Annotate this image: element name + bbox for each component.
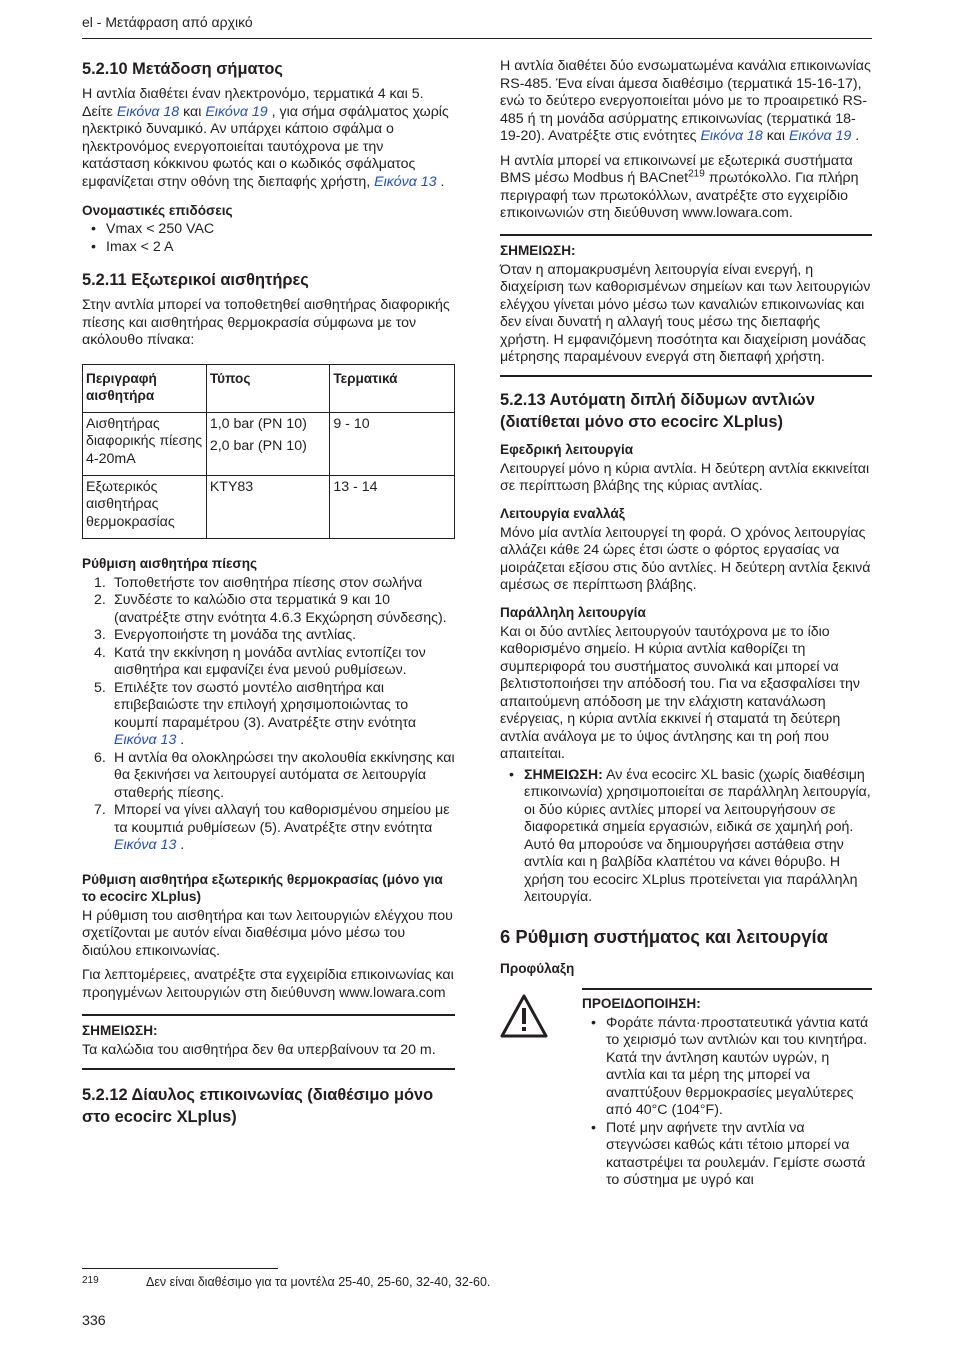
ratings-list — [82, 221, 455, 256]
cable-length-note — [82, 1014, 455, 1070]
table-cell-terminals: 9 - 10 — [330, 412, 455, 475]
figure-18-link[interactable]: Εικόνα 18 — [116, 103, 180, 120]
rating-imax: • Imax < 2 A — [82, 239, 455, 257]
figure-19-link[interactable]: Εικόνα 19 — [788, 128, 852, 144]
column-header-terminals: Τερματικά — [330, 364, 455, 412]
remote-operation-note — [500, 234, 872, 377]
temperature-sensor-setup-heading: Ρύθμιση αισθητήρα εξωτερικής θερμοκρασίας (μόνο για το ecocirc XLplus) — [82, 871, 443, 904]
table-cell-type: KTY83 — [206, 475, 330, 538]
note-title: ΣΗΜΕΙΩΣΗ: — [500, 242, 576, 258]
figure-13-link[interactable]: Εικόνα 13 — [114, 837, 177, 853]
table-cell-terminals: 13 - 14 — [330, 475, 455, 538]
header-divider — [82, 38, 872, 39]
note-title: ΣΗΜΕΙΩΣΗ: — [82, 1023, 158, 1038]
list-item: 5. Επιλέξτε τον σωστό μοντέλο αισθητήρα και επιβεβαιώστε την επιλογή χρησιμοποιώντας το κουμπί παραμέτρου (3). Ανατρέξτε στην ενότητα Εικόνα 13 . — [94, 679, 417, 748]
comm-channels-paragraph: Η αντλία διαθέτει δύο ενσωματωμένα κανάλια επικοινωνίας RS-485. Ένα είναι άμεσα διαθέσιμο (τερματικά 15-16-17), ενώ το δεύτερο ενεργοποιείται μόνο με το προαιρετικό RS-485 ή τη μονάδα ασύρματης επικοινωνίας (τερματικά 18-19-20). Ανατρέξτε στις ενότητες Εικόνα 18 και Εικόνα 19 . — [500, 58, 871, 144]
alternating-operation-heading: Λειτουργία εναλλάξ — [500, 505, 625, 521]
table-row — [83, 412, 455, 475]
footnote-divider — [82, 1268, 278, 1269]
pressure-sensor-steps — [82, 575, 455, 855]
section-5-2-12-title: 5.2.12 Δίαυλος επικοινωνίας (διαθέσιμο μόνο στο ecocirc XLplus) — [82, 1085, 434, 1126]
sensors-table — [82, 364, 455, 539]
backup-operation-text: Λειτουργεί μόνο η κύρια αντλία. Η δεύτερη αντλία εκκινείται σε περίπτωση βλάβης της κύριας αντλίας. — [500, 460, 870, 494]
list-item: 7. Μπορεί να γίνει αλλαγή του καθορισμένου σημείου με τα κουμπιά ρυθμίσεων (5). Ανατρέξτε στην ενότητα Εικόνα 13 . — [94, 802, 450, 853]
table-cell-description: Αισθητήρας διαφορικής πίεσης 4-20mA — [83, 412, 207, 475]
temperature-sensor-paragraph: Η ρύθμιση του αισθητήρα και των λειτουργιών ελέγχου που σχετίζονται με αυτόν είναι διαθέσιμα μόνο μέσω του διαύλου επικοινωνίας. — [82, 907, 453, 959]
backup-operation-heading: Εφεδρική λειτουργία — [500, 441, 634, 457]
list-item: 2. Συνδέστε το καλώδιο στα τερματικά 9 και 10 (ανατρέξτε στην ενότητα 4.6.3 Εκχώρηση σύνδεσης). — [94, 592, 447, 626]
list-item: 4. Κατά την εκκίνηση η μονάδα αντλίας εντοπίζει τον αισθητήρα και εμφανίζει ένα μενού ρυθμίσεων. — [94, 644, 426, 678]
pressure-sensor-setup-heading: Ρύθμιση αισθητήρα πίεσης — [82, 555, 258, 571]
table-row — [83, 475, 455, 538]
bms-protocols-paragraph: Η αντλία μπορεί να επικοινωνεί με εξωτερικά συστήματα BMS μέσω Modbus ή BACnet$^{219}$ πρωτόκολλο. Για πλήρη περιγραφή των πρωτοκόλλων, ανατρέξτε στο εγχειρίδιο επικοινωνιών στη διεύθυνση www.lowara.com. — [500, 152, 859, 221]
page-number: 336 — [82, 1313, 106, 1329]
warning-block — [500, 988, 872, 1190]
footnote-reference[interactable]: 219 — [688, 168, 705, 180]
manuals-reference-paragraph: Για λεπτομέρειες, ανατρέξτε στα εγχειρίδια επικοινωνίας και προηγμένων λειτουργιών στη διεύθυνση www.lowara.com — [82, 967, 454, 1001]
parallel-operation-text: Και οι δύο αντλίες λειτουργούν ταυτόχρονα με το ίδιο καθορισμένο σημείο. Η κύρια αντλία καθορίζει τη συμπεριφορά του συστήματος συνολικά και μπορεί να βελτιστοποιήσει την απόδοσή του. Για να εξασφαλίσει την απαιτούμενη απόδοση με την ελάχιστη κατανάλωση ενέργειας, η κύρια αντλία εκκινεί ή σταματά τη δεύτερη αντλία ανάλογα με το ύψος άντλησης και τη ροή που απαιτείται. — [500, 623, 861, 762]
running-header: el - Μετάφραση από αρχικό — [82, 14, 253, 30]
warning-content — [582, 988, 872, 1190]
figure-13-link[interactable]: Εικόνα 13 — [374, 173, 437, 190]
list-item: • ΣΗΜΕΙΩΣΗ: Αν ένα ecocirc XL basic (χωρίς διαθέσιμη επικοινωνία) χρησιμοποιείται σε παράλληλη λειτουργία, οι δύο κύριες αντλίες μπορεί να λειτουργήσουν σε διαφορετικά σημεία εργασιών, ειδικά σε χαμηλή ροή. Αυτό θα μπορούσε να δημιουργήσει αστάθεια στην αντλία και η βαλβίδα κλαπέτου να κάνει θόρυβο. Η χρήση του ecocirc XLplus προτείνεται για παράλληλη λειτουργία. — [500, 767, 872, 907]
list-item: 6. Η αντλία θα ολοκληρώσει την ακολουθία εκκίνησης και θα ξεκινήσει να λειτουργεί αυτόματα σε λειτουργία σταθερής πίεσης. — [94, 749, 455, 801]
rating-vmax: • Vmax < 250 VAC — [82, 221, 455, 239]
figure-19-link[interactable]: Εικόνα 19 — [205, 103, 268, 120]
note-text: Τα καλώδια του αισθητήρα δεν θα υπερβαίνουν τα 20 m. — [82, 1042, 436, 1058]
column-header-description: Περιγραφή αισθητήρα — [83, 364, 207, 412]
right-column — [500, 58, 872, 1190]
warning-triangle-icon — [500, 994, 548, 1038]
left-column — [82, 58, 455, 1128]
parallel-operation-heading: Παράλληλη λειτουργία — [500, 604, 646, 620]
note-text: Όταν η απομακρυσμένη λειτουργία είναι ενεργή, η διαχείριση των καθορισμένων σημείων και των λειτουργιών ελέγχου γίνεται μόνο μέσω των καναλιών επικοινωνίας και δεν είναι δυνατή η αλλαγή τους μέσω της διεπαφής χρήστη. Η εμφανιζόμενη ποσότητα και διαχείριση μονάδας μέτρησης παραμένουν ενεργά στη διεπαφή χρήστη. — [500, 261, 871, 365]
column-header-type: Τύπος — [206, 364, 330, 412]
list-item: 3. Ενεργοποιήστε τη μονάδα της αντλίας. — [94, 627, 357, 643]
table-header-row — [83, 364, 455, 412]
footnote-number: 219 — [82, 1275, 99, 1286]
warning-list — [582, 1015, 872, 1190]
parallel-operation-note-list — [500, 767, 872, 907]
ratings-heading: Ονομαστικές επιδόσεις — [82, 203, 233, 218]
section-5-2-11-title: 5.2.11 Εξωτερικοί αισθητήρες — [82, 271, 309, 289]
list-item: 1. Τοποθετήστε τον αισθητήρα πίεσης στον σωλήνα — [94, 574, 423, 591]
footnote-text: Δεν είναι διαθέσιμο για τα μοντέλα 25-40, 25-60, 32-40, 32-60. — [146, 1275, 491, 1289]
figure-13-link[interactable]: Εικόνα 13 — [114, 732, 177, 748]
chapter-6-title: 6 Ρύθμιση συστήματος και λειτουργία — [500, 925, 828, 947]
section-5-2-10-title: 5.2.10 Μετάδοση σήματος — [82, 60, 283, 78]
list-item: • Ποτέ μην αφήνετε την αντλία να στεγνώσει καθώς κάτι τέτοιο μπορεί να καταστρέψει τα ρουλεμάν. Γεμίστε σωστά το σύστημα με υγρό και — [582, 1120, 872, 1190]
list-item: • Φοράτε πάντα·προστατευτικά γάντια κατά το χειρισμό των αντλιών και του κινητήρα. Κατά την άντληση καυτών υγρών, η αντλία και τα μέρη της μπορεί να αναπτύξουν θερμοκρασίες μεγαλύτερες από 40°C (104°F). — [582, 1015, 872, 1120]
signal-transmission-paragraph: Η αντλία διαθέτει έναν ηλεκτρονόμο, τερματικά 4 και 5. Δείτε Εικόνα 18 και Εικόνα 19 , για σήμα σφάλματος χωρίς ηλεκτρικό δυναμικό. Αν υπάρχει κάποιο σφάλμα ο ηλεκτρονόμος ενεργοποιείται ταυτόχρονα με την κατάσταση κόκκινου φωτός και ο κωδικός σφάλματος εμφανίζεται στην οθόνη της διεπαφής χρήστη, Εικόνα 13 . — [82, 86, 449, 190]
warning-title: ΠΡΟΕΙΔΟΠΟΙΗΣΗ: — [582, 995, 701, 1011]
table-cell-type: 1,0 bar (PN 10) 2,0 bar (PN 10) — [206, 412, 330, 475]
precaution-heading: Προφύλαξη — [500, 960, 575, 976]
section-5-2-13-title: 5.2.13 Αυτόματη διπλή δίδυμων αντλιών (διατίθεται μόνο στο ecocirc XLplus) — [500, 390, 815, 431]
figure-18-link[interactable]: Εικόνα 18 — [700, 128, 763, 144]
alternating-operation-text: Μόνο μία αντλία λειτουργεί τη φορά. Ο χρόνος λειτουργίας αλλάζει κάθε 24 ώρες έτσι ώστε ο φόρτος εργασίας να μοιράζεται εξίσου στις δύο αντλίες. Η δεύτερη αντλία ξεκινά αμέσως σε περίπτωση βλάβης. — [500, 524, 871, 593]
external-sensors-intro: Στην αντλία μπορεί να τοποθετηθεί αισθητήρας διαφορικής πίεσης και αισθητήρας θερμοκρασία σύμφωνα με τον ακόλουθο πίνακα: — [82, 297, 450, 348]
table-cell-description: Εξωτερικός αισθητήρας θερμοκρασίας — [83, 475, 207, 538]
